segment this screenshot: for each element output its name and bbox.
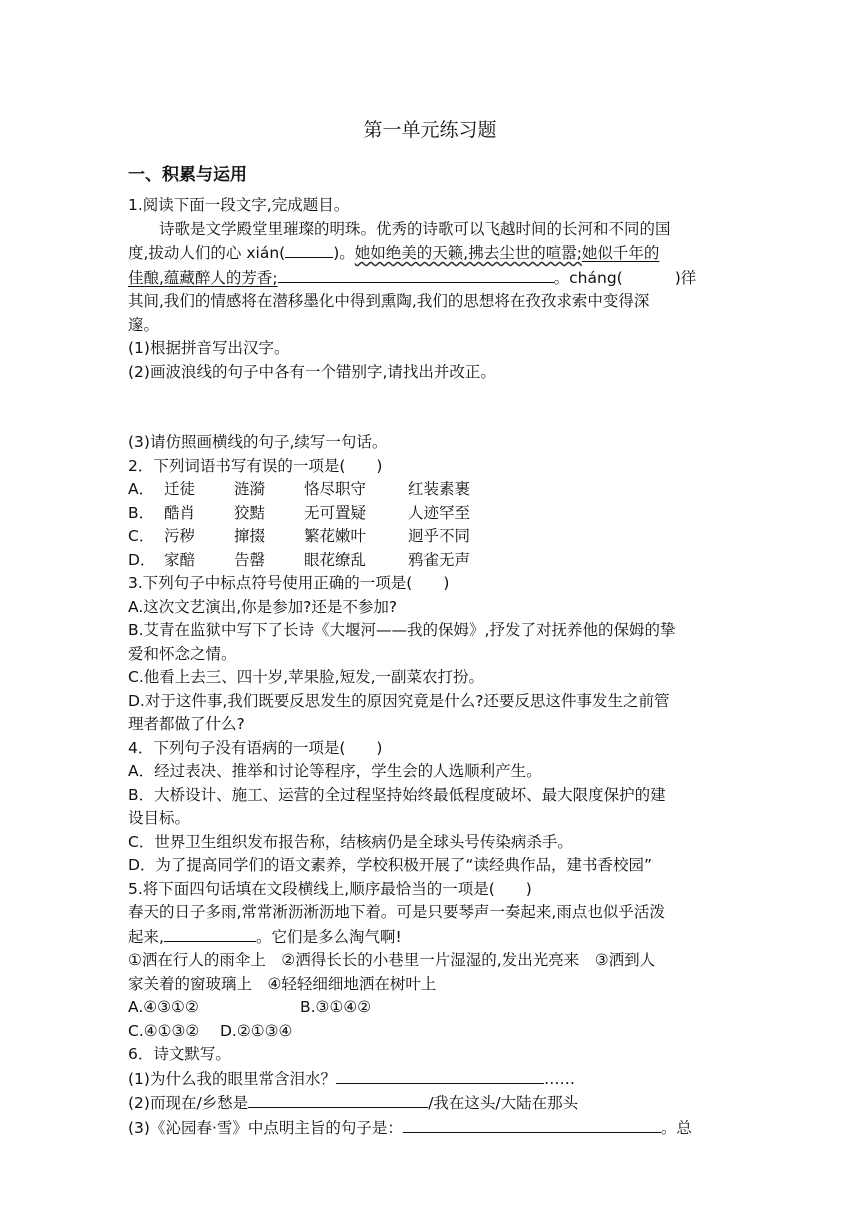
q2-stem: 2．下列词语书写有误的一项是( ) bbox=[128, 456, 383, 475]
q4-stem: 4．下列句子没有语病的一项是( ) bbox=[128, 738, 383, 757]
q5-sentences-line-2: 家关着的窗玻璃上 ④轻轻细细地洒在树叶上 bbox=[128, 974, 437, 993]
q1-passage-line-4: 其间,我们的情感将在潜移墨化中得到熏陶,我们的思想将在孜孜求索中变得深 bbox=[128, 292, 650, 310]
q5-option-d[interactable]: D.②①③④ bbox=[220, 1021, 293, 1040]
q5-stem: 5.将下面四句话填在文段横线上,顺序最恰当的一项是( ) bbox=[128, 879, 532, 898]
q4-option-b-line-2[interactable]: 设目标。 bbox=[128, 809, 191, 827]
q2-option-a[interactable]: A． 迁徒 涟漪 恪尽职守 红装素裹 bbox=[128, 480, 471, 498]
q2-option-d[interactable]: D． 家醅 告罄 眼花缭乱 鸦雀无声 bbox=[128, 550, 471, 569]
content bbox=[128, 194, 732, 1140]
q1-passage-line-3: 佳酿,蕴藏醉人的芳香; 。cháng( )徉 bbox=[128, 266, 732, 291]
q1-passage-line-5: 邃。 bbox=[128, 315, 160, 334]
underlined-sentence-end: 佳酿,蕴藏醉人的芳香; bbox=[128, 268, 278, 287]
q5-text-line-1: 春天的日子多雨,常常淅沥淅沥地下着。可是只要琴声一奏起来,雨点也似乎活泼 bbox=[128, 903, 665, 921]
q2-option-b[interactable]: B． 酷肖 狡黠 无可置疑 人迹罕至 bbox=[128, 503, 471, 522]
q3-stem: 3.下列句子中标点符号使用正确的一项是( ) bbox=[128, 574, 450, 592]
q1-sub-1: (1)根据拼音写出汉字。 bbox=[128, 339, 290, 357]
q1-sub-2: (2)画波浪线的句子中各有一个错别字,请找出并改正。 bbox=[128, 362, 496, 381]
q1-passage-line-2: 度,拔动人们的心 xián( )。她如绝美的天籁,拂去尘世的喧嚣;她似千年的 bbox=[128, 241, 732, 266]
q4-option-d[interactable]: D．为了提高同学们的语文素养，学校积极开展了“读经典作品，建书香校园” bbox=[128, 856, 652, 874]
q3-option-c[interactable]: C.他看上去三、四十岁,苹果脸,短发,一副菜农打扮。 bbox=[128, 668, 485, 686]
q1-stem: 1.阅读下面一段文字,完成题目。 bbox=[128, 196, 350, 214]
q5-option-c[interactable]: C.④①③② bbox=[128, 1021, 200, 1040]
section-heading: 一、积累与运用 bbox=[128, 165, 247, 185]
q4-option-a[interactable]: A．经过表决、推举和讨论等程序，学生会的人选顺利产生。 bbox=[128, 762, 542, 780]
q1-passage-line-1: 诗歌是文学殿堂里璀璨的明珠。优秀的诗歌可以飞越时间的长河和不同的国 bbox=[159, 219, 671, 238]
q4-option-b-line-1[interactable]: B．大桥设计、施工、运营的全过程坚持始终最低程度破坏、最大限度保护的建 bbox=[128, 785, 666, 804]
q3-option-d-line-1[interactable]: D.对于这件事,我们既要反思发生的原因究竟是什么?还要反思这件事发生之前管 bbox=[128, 691, 670, 710]
q6-line-1: (1)为什么我的眼里常含泪水？ …… bbox=[128, 1067, 732, 1092]
q3-option-d-line-2[interactable]: 理者都做了什么? bbox=[128, 715, 245, 733]
answer-blank[interactable] bbox=[285, 241, 333, 258]
q5-options-cd bbox=[128, 1020, 732, 1044]
answer-space[interactable] bbox=[128, 384, 732, 431]
q5-option-a[interactable]: A.④③①② bbox=[128, 998, 199, 1016]
q2-option-c[interactable]: C． 污秽 撺掇 繁花嫩叶 迥乎不同 bbox=[128, 527, 471, 545]
wavy-sentence-1: 她如绝美的天籁,拂去尘世的喧嚣; bbox=[354, 244, 582, 262]
q5-text-line-2: 起来, 。它们是多么淘气啊! bbox=[128, 925, 732, 950]
q3-option-a[interactable]: A.这次文艺演出,你是参加?还是不参加? bbox=[128, 597, 398, 616]
answer-blank[interactable] bbox=[248, 1091, 428, 1108]
imitation-blank[interactable] bbox=[278, 266, 554, 283]
underlined-sentence-start: 她似千年的 bbox=[581, 244, 660, 262]
q5-sentences-line-1: ①洒在行人的雨伞上 ②洒得长长的小巷里一片湿湿的,发出光亮来 ③洒到人 bbox=[128, 951, 656, 969]
q1-sub-3: (3)请仿照画横线的句子,续写一句话。 bbox=[128, 433, 388, 451]
q5-option-b[interactable]: B.③①④② bbox=[300, 998, 372, 1016]
q4-option-c[interactable]: C．世界卫生组织发布报告称，结核病仍是全球头号传染病杀手。 bbox=[128, 832, 573, 851]
q3-option-b-line-1[interactable]: B.艾青在监狱中写下了长诗《大堰河——我的保姆》,抒发了对抚养他的保姆的挚 bbox=[128, 621, 676, 639]
answer-blank[interactable] bbox=[403, 1116, 661, 1133]
q3-option-b-line-2[interactable]: 爱和怀念之情。 bbox=[128, 644, 237, 663]
answer-blank[interactable] bbox=[164, 925, 256, 942]
q6-line-2: (2)而现在/乡愁是 /我在这头/大陆在那头 bbox=[128, 1091, 732, 1116]
answer-blank[interactable] bbox=[336, 1067, 544, 1084]
page-title: 第一单元练习题 bbox=[363, 119, 497, 141]
q6-stem: 6．诗文默写。 bbox=[128, 1045, 231, 1063]
q6-line-3: (3)《沁园春·雪》中点明主旨的句子是： 。总 bbox=[128, 1116, 732, 1141]
q5-options-ab bbox=[128, 996, 732, 1020]
